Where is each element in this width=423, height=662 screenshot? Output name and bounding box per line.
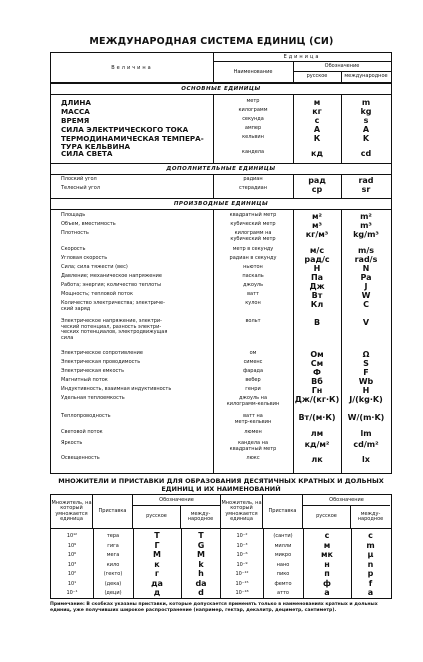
unit-name-cell: паскаль [242, 273, 264, 279]
si-units-table [50, 52, 392, 474]
quantity-cell: Количество электричества; электриче- ский заряд [61, 300, 165, 312]
russian-symbol-cell: кд [311, 149, 323, 158]
russian-symbol-cell: А [313, 125, 321, 134]
international-symbol-cell: f [368, 578, 373, 588]
international-symbol-cell: W [361, 291, 371, 300]
header-international: международное [344, 73, 388, 79]
russian-symbol-cell: ср [311, 185, 323, 194]
multiplier-cell: 10⁻² [236, 533, 248, 539]
prefix-cell: мега [106, 552, 120, 558]
russian-symbol-cell: кд/м² [304, 440, 330, 449]
russian-symbol-cell: с [324, 531, 330, 540]
header-prefix: Приставка [263, 495, 303, 528]
table-row [51, 589, 391, 598]
russian-symbol-cell: Вт [311, 291, 323, 300]
russian-symbol-cell: рад [308, 176, 326, 185]
international-symbol-cell: S [363, 359, 369, 368]
prefixes-table [50, 494, 392, 599]
international-symbol-cell: cd/m² [353, 440, 379, 449]
multiplier-cell: 10⁻¹ [66, 590, 78, 596]
quantity-cell: Электрическое сопротивление [61, 350, 143, 356]
russian-symbol-cell: ф [323, 578, 331, 588]
international-symbol-cell: cd [360, 149, 372, 158]
russian-symbol-cell: Ом [310, 350, 324, 359]
international-symbol-cell: F [363, 368, 369, 377]
unit-name-cell: ампер [244, 125, 262, 131]
unit-name-cell: люмен [244, 429, 262, 435]
quantity-cell: Телесный угол [61, 185, 101, 191]
russian-symbol-cell: м [313, 98, 321, 107]
header-multiplier: Множитель, на который умножается единица [221, 495, 263, 528]
international-symbol-cell: V [362, 318, 370, 327]
unit-name-cell: метр в секунду [232, 246, 274, 252]
multiplier-cell: 10¹² [66, 533, 78, 539]
multiplier-cell: 10⁻⁹ [236, 561, 248, 568]
russian-symbol-cell: лк [311, 455, 323, 464]
unit-name-cell: ньютон [243, 264, 263, 270]
russian-symbol-cell: а [324, 588, 330, 597]
international-symbol-cell: μ [367, 550, 374, 559]
unit-name-cell: вебер [245, 377, 261, 383]
multiplier-cell: 10³ [67, 561, 77, 568]
international-symbol-cell: kg [360, 107, 372, 116]
international-symbol-cell: n [367, 559, 374, 569]
quantity-cell: Мощность; тепловой поток [61, 291, 133, 297]
header-name: Наименование [213, 61, 294, 82]
international-symbol-cell: d [198, 588, 204, 597]
prefix-cell: (гекто) [103, 571, 123, 577]
section-header: ОСНОВНЫЕ ЕДИНИЦЫ [51, 83, 391, 95]
prefix-cell: микро [274, 552, 292, 558]
unit-name-cell: ватт на метр-кельвин [234, 413, 272, 425]
quantity-cell: Плотность [61, 230, 89, 236]
unit-name-cell: джоуль [242, 282, 264, 288]
unit-name-cell: сименс [243, 359, 263, 365]
russian-symbol-cell: г [154, 569, 160, 578]
unit-name-cell: кулон [245, 300, 261, 306]
russian-symbol-cell: М [153, 550, 161, 559]
quantity-cell: Освещенность [61, 455, 100, 461]
quantity-cell: Работа; энергия; количество теплоты [61, 282, 162, 288]
table-header [51, 53, 391, 83]
quantity-cell: СИЛА ЭЛЕКТРИЧЕСКОГО ТОКА [61, 125, 189, 134]
quantity-cell: Площадь [61, 212, 86, 218]
international-symbol-cell: s [363, 116, 369, 125]
section-header: ДОПОЛНИТЕЛЬНЫЕ ЕДИНИЦЫ [51, 163, 391, 175]
international-symbol-cell: N [362, 264, 370, 273]
russian-symbol-cell: Дж/(кг·К) [294, 395, 340, 404]
unit-name-cell: люкс [246, 455, 260, 461]
unit-name-cell: килограмм на кубический метр [230, 230, 276, 242]
unit-name-cell: секунда [242, 116, 264, 122]
international-symbol-cell: A [362, 125, 370, 134]
quantity-cell: Магнитный поток [61, 377, 108, 383]
unit-name-cell: кандела на квадратный метр [229, 440, 277, 452]
page-title: МЕЖДУНАРОДНАЯ СИСТЕМА ЕДИНИЦ (СИ) [89, 36, 334, 47]
quantity-cell: Плоский угол [61, 176, 97, 182]
unit-name-cell: радиан [243, 176, 263, 182]
russian-symbol-cell: м [323, 540, 331, 550]
international-symbol-cell: h [198, 569, 204, 578]
header-russian: русское [303, 506, 351, 528]
quantity-cell: Сила; сила тяжести (вес) [61, 264, 128, 270]
international-symbol-cell: H [362, 386, 370, 395]
russian-symbol-cell: Гн [311, 386, 323, 395]
international-symbol-cell: Ω [362, 350, 370, 359]
russian-symbol-cell: Дж [309, 282, 325, 291]
russian-symbol-cell: п [324, 569, 330, 578]
international-symbol-cell: K [362, 134, 370, 143]
quantity-cell: Давление; механическое напряжение [61, 273, 162, 279]
international-symbol-cell: sr [361, 185, 371, 194]
quantity-cell: Объем, вместимость [61, 221, 116, 227]
russian-symbol-cell: м/с [309, 246, 325, 255]
header-multiplier: Множитель, на который умножается единица [51, 495, 93, 528]
international-symbol-cell: Wb [358, 377, 374, 386]
prefix-cell: (санти) [273, 533, 293, 539]
unit-name-cell: метр [246, 98, 260, 104]
quantity-cell: СИЛА СВЕТА [61, 149, 113, 158]
international-symbol-cell: G [197, 540, 205, 550]
multiplier-cell: 10⁻³ [236, 542, 248, 549]
quantity-cell: Удельная теплоемкость [61, 395, 125, 401]
international-symbol-cell: da [195, 578, 207, 588]
quantity-cell: МАССА [61, 107, 90, 116]
russian-symbol-cell: Г [154, 540, 160, 550]
international-symbol-cell: m/s [357, 246, 375, 255]
international-symbol-cell: J [364, 282, 368, 291]
unit-name-cell: кельвин [242, 134, 264, 140]
multiplier-cell: 10⁻⁶ [236, 552, 248, 558]
header-designation: Обозначение [303, 495, 390, 506]
header-divider [51, 528, 391, 529]
prefix-cell: пико [276, 571, 290, 577]
russian-symbol-cell: Кл [310, 300, 324, 309]
unit-name-cell: ватт [247, 291, 259, 297]
international-symbol-cell: m [361, 98, 371, 107]
prefix-cell: милли [274, 542, 292, 549]
prefix-cell: тера [106, 533, 120, 539]
quantity-cell: ВРЕМЯ [61, 116, 90, 125]
international-symbol-cell: m³ [360, 221, 372, 230]
header-russian: русское [133, 506, 181, 528]
multiplier-cell: 10⁶ [67, 552, 77, 558]
section-header: ПРОИЗВОДНЫЕ ЕДИНИЦЫ [51, 198, 391, 210]
prefixes-title: МНОЖИТЕЛИ И ПРИСТАВКИ ДЛЯ ОБРАЗОВАНИЯ ДЕСЯТИЧНЫХ КРАТНЫХ И ДОЛЬНЫХ ЕДИНИЦ И ИХ НАИМЕНОВАНИЙ [58, 477, 384, 493]
unit-name-cell: ом [249, 350, 257, 356]
international-symbol-cell: rad [358, 176, 374, 185]
unit-name-cell: квадратный метр [229, 212, 277, 218]
unit-name-cell: вольт [245, 318, 261, 324]
quantity-cell: Электрическая емкость [61, 368, 125, 374]
unit-name-cell: кандела [241, 149, 265, 155]
header-russian: русское [293, 71, 342, 82]
prefix-cell: (деци) [104, 590, 122, 596]
quantity-cell: Индуктивность, взаимная индуктивность [61, 386, 172, 392]
unit-name-cell: килограмм [238, 107, 268, 113]
russian-symbol-cell: См [310, 359, 324, 368]
multiplier-cell: 10⁹ [67, 542, 77, 549]
international-symbol-cell: T [198, 531, 204, 540]
international-symbol-cell: lm [360, 429, 372, 438]
international-symbol-cell: k [198, 559, 204, 569]
unit-name-cell: фарада [242, 368, 264, 374]
russian-symbol-cell: Вб [311, 377, 323, 386]
unit-name-cell: стерадиан [238, 185, 267, 191]
multiplier-cell: 10⁻¹² [235, 571, 249, 577]
russian-symbol-cell: В [313, 318, 321, 327]
russian-symbol-cell: К [313, 134, 321, 143]
international-symbol-cell: Pa [360, 273, 372, 282]
international-symbol-cell: a [367, 588, 374, 597]
russian-symbol-cell: д [153, 588, 161, 597]
header-designation: Обозначение [133, 495, 221, 506]
quantity-cell: ТЕРМОДИНАМИЧЕСКАЯ ТЕМПЕРА- ТУРА КЕЛЬВИНА [61, 134, 204, 151]
quantity-cell: Электрическое напряжение, электри- ческий потенциал, разность электри- ческих потенциалов, электродвижущая сила [61, 318, 168, 341]
international-symbol-cell: lx [362, 455, 370, 464]
international-symbol-cell: m² [360, 212, 372, 221]
international-symbol-cell: p [367, 569, 374, 578]
international-symbol-cell: M [197, 550, 205, 559]
footnote: Примечание: В скобках указаны приставки, которые допускается применять только в наименованиях кратных и дольных единиц, уже получивших широкое распространение (например, гектар, декалитр, дециметр, сантиметр). [50, 602, 378, 613]
russian-symbol-cell: рад/с [304, 255, 330, 264]
quantity-cell: Световой поток [61, 429, 103, 435]
international-symbol-cell: c [368, 531, 373, 540]
unit-name-cell: радиан в секунду [229, 255, 277, 261]
international-symbol-cell: C [363, 300, 369, 309]
russian-symbol-cell: Н [313, 264, 321, 273]
prefix-cell: фемто [274, 580, 292, 587]
russian-symbol-cell: м³ [311, 221, 323, 230]
prefix-cell: гига [107, 542, 119, 549]
header-international: между-народное [357, 510, 384, 522]
russian-symbol-cell: м² [311, 212, 323, 221]
unit-name-cell: кубический метр [230, 221, 276, 227]
header-designation: Обозначение [293, 61, 391, 72]
international-symbol-cell: J/(kg·K) [349, 395, 383, 404]
header-prefix: Приставка [93, 495, 133, 528]
unit-name-cell: генри [245, 386, 261, 392]
prefix-cell: кило [106, 561, 120, 568]
header-quantity: Величина [51, 53, 214, 82]
quantity-cell: Яркость [61, 440, 83, 446]
quantity-cell: Электрическая проводимость [61, 359, 141, 365]
russian-symbol-cell: лм [310, 429, 324, 438]
prefix-cell: атто [277, 590, 289, 596]
russian-symbol-cell: с [314, 116, 320, 125]
international-symbol-cell: W/(m·K) [347, 413, 385, 422]
russian-symbol-cell: Ф [313, 368, 321, 377]
russian-symbol-cell: да [151, 578, 163, 588]
russian-symbol-cell: мк [321, 550, 333, 559]
quantity-cell: Теплопроводность [61, 413, 111, 419]
russian-symbol-cell: к [154, 559, 160, 569]
multiplier-cell: 10² [67, 571, 77, 577]
quantity-cell: ДЛИНА [61, 98, 91, 107]
quantity-cell: Скорость [61, 246, 86, 252]
multiplier-cell: 10⁻¹⁸ [235, 590, 249, 596]
header-unit: Единица [213, 53, 391, 62]
prefix-cell: (дека) [104, 580, 122, 587]
international-symbol-cell: kg/m³ [353, 230, 379, 239]
russian-symbol-cell: Вт/(м·К) [298, 413, 336, 422]
russian-symbol-cell: кг [312, 107, 322, 116]
unit-name-cell: джоуль на килограмм-кельвин [226, 395, 280, 407]
russian-symbol-cell: Па [310, 273, 324, 282]
russian-symbol-cell: Т [154, 531, 160, 540]
multiplier-cell: 10⁻¹⁵ [235, 580, 249, 587]
header-international: между-народное [181, 506, 221, 528]
russian-symbol-cell: н [324, 559, 330, 569]
prefix-cell: нано [276, 561, 290, 568]
russian-symbol-cell: кг/м³ [305, 230, 329, 239]
quantity-cell: Угловая скорость [61, 255, 108, 261]
international-symbol-cell: rad/s [354, 255, 378, 264]
multiplier-cell: 10¹ [67, 580, 77, 587]
international-symbol-cell: m [366, 540, 375, 550]
